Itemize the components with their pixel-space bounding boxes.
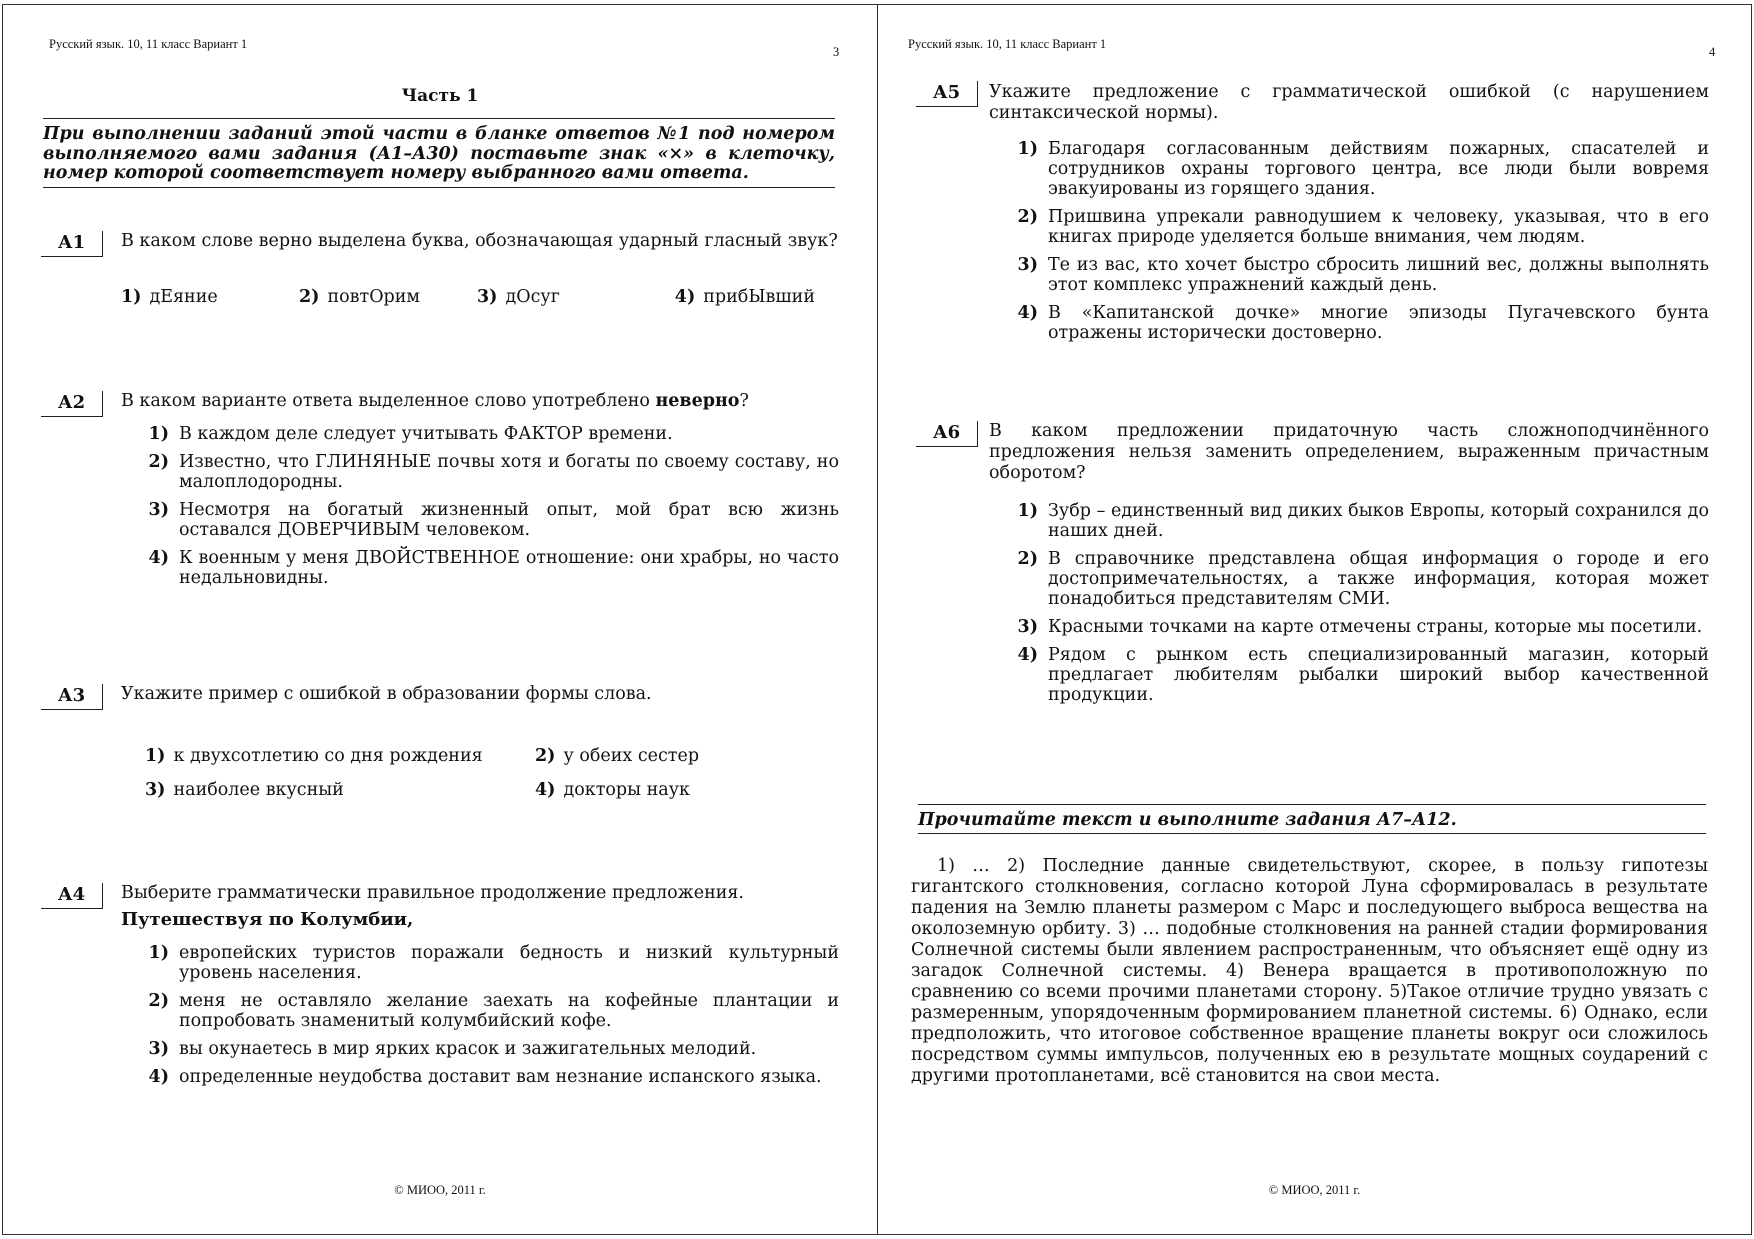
option-1: 1) Благодаря согласованным действиям пожарных, спасателей и сотрудников охраны торгового центра, все люди были вовремя эвакуированы из горящего здания. (1017, 139, 1709, 199)
option-3: 3) Несмотря на богатый жизненный опыт, мой брат всю жизнь оставался ДОВЕРЧИВЫМ человеком. (148, 500, 839, 540)
task-question: Выберите грамматически правильное продолжение предложения. (121, 883, 744, 903)
page-header: Русский язык. 10, 11 класс Вариант 1 (908, 37, 1107, 51)
task-question: Укажите предложение с грамматической ошибкой (с нарушением синтаксической нормы). (989, 82, 1709, 123)
task-label: А3 (41, 684, 103, 710)
option-3: 3) дОсуг (477, 287, 560, 307)
page-number: 3 (833, 45, 840, 59)
task-question: Укажите пример с ошибкой в образовании формы слова. (121, 684, 652, 704)
task-options (1014, 501, 1709, 713)
option-3: 3) Красными точками на карте отмечены страны, которые мы посетили. (1017, 617, 1703, 637)
option-2: 2) у обеих сестер (535, 746, 700, 766)
task-options (1014, 139, 1709, 351)
task-label: А6 (916, 421, 978, 447)
task-options (145, 424, 839, 596)
option-4: 4) В «Капитанской дочке» многие эпизоды Пугачевского бунта отражены исторически достоверно. (1017, 303, 1709, 343)
task-options (145, 746, 839, 800)
option-2: 2) Известно, что ГЛИНЯНЫЕ почвы хотя и богаты по своему составу, но малоплодородны. (148, 452, 839, 492)
page-header: Русский язык. 10, 11 класс Вариант 1 (49, 37, 248, 51)
option-4: 4) определенные неудобства доставит вам незнание испанского языка. (148, 1067, 822, 1087)
task-question: В каком варианте ответа выделенное слово употреблено неверно? (121, 391, 749, 411)
task-stem: Путешествуя по Колумбии, (121, 909, 414, 930)
option-4: 4) К военным у меня ДВОЙСТВЕННОЕ отношение: они храбры, но часто недальновидны. (148, 548, 839, 588)
option-2: 2) меня не оставляло желание заехать на кофейные плантации и попробовать знаменитый колумбийский кофе. (148, 991, 839, 1031)
task-question: В каком слове верно выделена буква, обозначающая ударный гласный звук? (121, 231, 838, 251)
option-4: 4) прибЫвший (674, 287, 815, 307)
option-1: 1) В каждом деле следует учитывать ФАКТОР времени. (148, 424, 673, 444)
page-footer: © МИОО, 2011 г. (1268, 1183, 1361, 1197)
instruction-text: При выполнении заданий этой части в бланке ответов №1 под номером выполняемого вами задания (А1–А30) поставьте знак «×» в клеточку, номер которой соответствует номеру выбранного вами ответа. (43, 118, 835, 188)
option-3: 3) Те из вас, кто хочет быстро сбросить лишний вес, должны выполнять этот комплекс упражнений каждый день. (1017, 255, 1709, 295)
option-2: 2) повтОрим (299, 287, 421, 307)
option-1: 1) Зубр – единственный вид диких быков Европы, который сохранился до наших дней. (1017, 501, 1709, 541)
option-1: 1) дЕяние (121, 287, 218, 307)
left-page (2, 4, 878, 1235)
option-4: 4) докторы наук (535, 780, 690, 800)
option-3: 3) наиболее вкусный (145, 780, 344, 800)
task-options (145, 943, 839, 1095)
option-3: 3) вы окунаетесь в мир ярких красок и зажигательных мелодий. (148, 1039, 757, 1059)
page-number: 4 (1709, 45, 1716, 59)
part-title: Часть 1 (401, 86, 479, 106)
reading-instruction: Прочитайте текст и выполните задания А7–А12. (918, 804, 1706, 834)
option-2: 2) Пришвина упрекали равнодушием к человеку, указывая, что в его книгах природе уделяется больше внимания, чем людям. (1017, 207, 1709, 247)
task-label: А5 (916, 81, 978, 107)
reading-passage: 1) … 2) Последние данные свидетельствуют, скорее, в пользу гипотезы гигантского столкновения, согласно которой Луна сформировалась в результате падения на Землю планеты размером с Марс и последующего выброса вещества на околоземную орбиту. 3) … подобные столкновения на ранней стадии формирования Солнечной системы были явлением распространенным, что объясняет ещё одну из загадок Солнечной системы. 4) Венера вращается в противоположную по сравнению со всеми прочими планетами сторону. 5)Такое отличие трудно увязать с размеренным, упорядоченным формированием планетной системы. 6) Однако, если предположить, что итоговое собственное вращение планеты вокруг оси сложилось посредством суммы импульсов, полученных ею в результате мощных соударений с другими протопланетами, всё становится на свои места. (911, 856, 1708, 1086)
option-2: 2) В справочнике представлена общая информация о городе и его достопримечательностях, а также информация, которая может понадобиться представителям СМИ. (1017, 549, 1709, 609)
page-footer: © МИОО, 2011 г. (394, 1183, 486, 1197)
task-label: А2 (41, 391, 103, 417)
option-4: 4) Рядом с рынком есть специализированный магазин, который предлагает любителям рыбалки широкий выбор качественной продукции. (1017, 645, 1709, 705)
task-options (121, 287, 839, 307)
option-1: 1) европейских туристов поражали бедность и низкий культурный уровень населения. (148, 943, 839, 983)
task-question: В каком предложении придаточную часть сложноподчинённого предложения нельзя заменить определением, выраженным причастным оборотом? (989, 421, 1709, 483)
task-label: А1 (41, 231, 103, 257)
right-page (877, 4, 1752, 1235)
task-label: А4 (41, 883, 103, 909)
option-1: 1) к двухсотлетию со дня рождения (145, 746, 483, 766)
